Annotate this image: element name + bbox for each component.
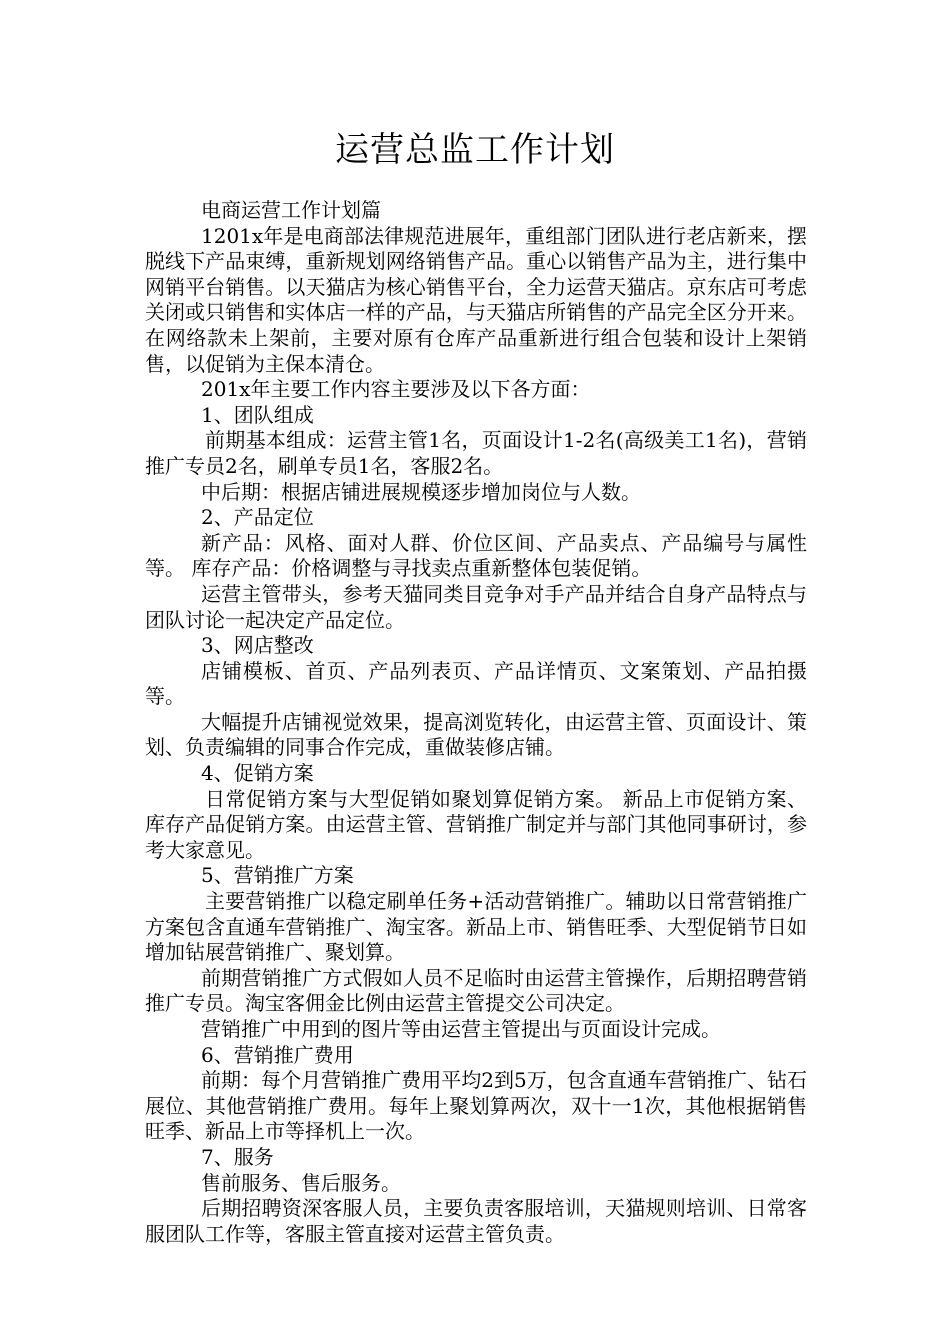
paragraph: 前期基本组成：运营主管1名，页面设计1-2名(高级美工1名)，营销推广专员2名，刷单专员1名，客服2名。 [145,428,807,478]
paragraph: 前期营销推广方式假如人员不足临时由运营主管操作，后期招聘营销推广专员。淘宝客佣金比例由运营主管提交公司决定。 [145,965,807,1016]
paragraph: 后期招聘资深客服人员，主要负责客服培训，天猫规则培训、日常客服团队工作等，客服主管直接对运营主管负责。 [145,1196,807,1246]
paragraph: 中后期：根据店铺进展规模逐步增加岗位与人数。 [201,479,641,504]
document-body [145,198,807,1247]
paragraph: 1201x年是电商部法律规范进展年，重组部门团队进行老店新来，摆脱线下产品束缚，重新规划网络销售产品。重心以销售产品为主，进行集中网销平台销售。以天猫店为核心销售平台，全力运营天猫店。京东店可考虑关闭或只销售和实体店一样的产品，与天猫店所销售的产品完全区分开来。在网络款未上架前，主要对原有仓库产品重新进行组合包装和设计上架销售，以促销为主保本清仓。 [145,223,807,376]
paragraph: 3、网店整改 [201,633,314,658]
paragraph: 主要营销推广以稳定刷单任务+活动营销推广。辅助以日常营销推广方案包含直通车营销推广、淘宝客。新品上市、销售旺季、大型促销节日如增加钻展营销推广、聚划算。 [145,889,807,965]
paragraph: 大幅提升店铺视觉效果，提高浏览转化，由运营主管、页面设计、策划、负责编辑的同事合作完成，重做装修店铺。 [145,709,807,760]
paragraph: 营销推广中用到的图片等由运营主管提出与页面设计完成。 [201,1017,721,1041]
paragraph: 201x年主要工作内容主要涉及以下各方面： [201,377,591,402]
paragraph: 2、产品定位 [201,505,314,530]
paragraph: 日常促销方案与大型促销如聚划算促销方案。 新品上市促销方案、库存产品促销方案。由运营主管、营销推广制定并与部门其他同事研讨，参考大家意见。 [145,786,807,862]
paragraph: 运营主管带头，参考天猫同类目竞争对手产品并结合自身产品特点与团队讨论一起决定产品定位。 [145,581,807,632]
paragraph: 店铺模板、首页、产品列表页、产品详情页、文案策划、产品拍摄等。 [145,658,807,709]
paragraph: 新产品：风格、面对人群、价位区间、产品卖点、产品编号与属性等。 库存产品：价格调整与寻找卖点重新整体包装促销。 [145,530,807,581]
paragraph: 5、营销推广方案 [201,863,354,888]
paragraph: 前期：每个月营销推广费用平均2到5万，包含直通车营销推广、钻石展位、其他营销推广费用。每年上聚划算两次，双十一1次，其他根据销售旺季、新品上市等择机上一次。 [145,1068,807,1144]
paragraph: 电商运营工作计划篇 [201,198,381,222]
page-title: 运营总监工作计划 [335,130,615,170]
paragraph: 6、营销推广费用 [201,1042,354,1067]
paragraph: 7、服务 [201,1144,274,1169]
paragraph: 售前服务、售后服务。 [201,1170,401,1195]
paragraph: 4、促销方案 [201,761,314,786]
paragraph: 1、团队组成 [201,402,314,427]
